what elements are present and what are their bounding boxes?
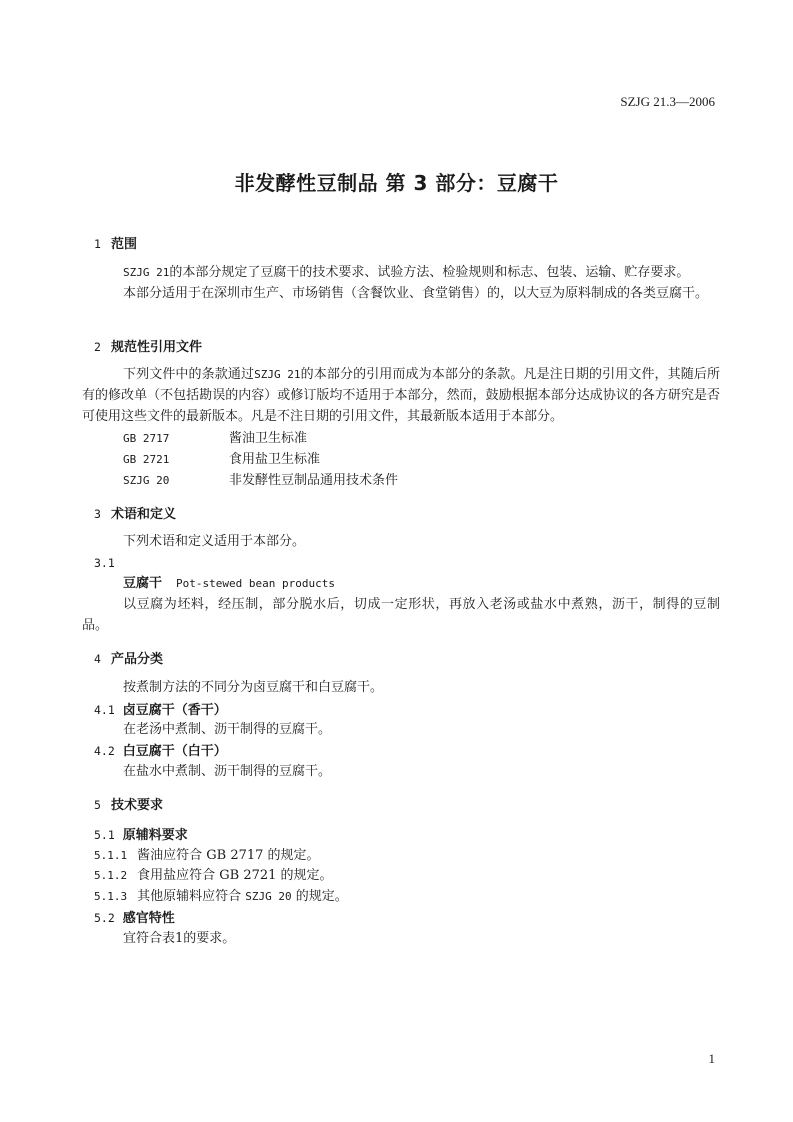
- section-number: 2: [94, 340, 101, 354]
- clause-number: 5.1.1: [94, 849, 128, 862]
- classification-intro: 按煮制方法的不同分为卤豆腐干和白豆腐干。: [123, 680, 384, 695]
- standard-code: SZJG 21: [254, 368, 301, 381]
- term-entry: [123, 573, 335, 594]
- subsection-heading: [94, 740, 227, 759]
- clause-text: 食用盐应符合 GB 2721 的规定。: [137, 868, 333, 883]
- section-title: 技术要求: [110, 798, 163, 813]
- page-number: 1: [708, 1051, 715, 1066]
- clause-number: 5.1.3: [94, 890, 128, 903]
- section-number: 1: [94, 237, 101, 251]
- subsection-number: 4.2: [94, 744, 115, 758]
- reference-item: [123, 470, 398, 491]
- reference-code: SZJG 20: [123, 474, 170, 487]
- section-heading-classification: [94, 648, 163, 667]
- section-title: 规范性引用文件: [110, 340, 202, 355]
- subsection-heading: [94, 824, 188, 843]
- term-name: 豆腐干: [123, 576, 163, 591]
- term-definition: [82, 594, 720, 636]
- subsection-text: 在盐水中煮制、沥干制得的豆腐干。: [123, 764, 332, 779]
- reference-title: 酱油卫生标准: [229, 431, 308, 446]
- subsection-title: 卤豆腐干（香干）: [122, 703, 227, 718]
- terms-intro: 下列术语和定义适用于本部分。: [123, 534, 306, 549]
- document-number: SZJG 21.3—2006: [620, 94, 715, 109]
- subsection-heading: [94, 699, 227, 718]
- subsection-text: 在老汤中煮制、沥干制得的豆腐干。: [123, 722, 332, 737]
- subsection-number: 5.2: [94, 911, 115, 925]
- section-title: 产品分类: [110, 652, 163, 667]
- scope-paragraph-2: [82, 283, 720, 304]
- clause-item: [94, 886, 348, 907]
- clause-number: 5.1.2: [94, 869, 128, 882]
- paragraph-text: 的本部分规定了豆腐干的技术要求、试验方法、检验规则和标志、包装、运输、贮存要求。: [169, 265, 690, 280]
- section-number: 4: [94, 652, 101, 666]
- paragraph-text: 的本部分的引用而成为本部分的条款。凡是注日期的引用文件，其随后所有的修改单（不包括勘误的内容）或修订版均不适用于本部分，然而，鼓励根据本部分达成协议的各方研究是否可使用这些文件的最新版本。凡是不注日期的引用文件，其最新版本适用于本部分。: [82, 367, 720, 424]
- clause-item: [94, 845, 320, 866]
- references-paragraph: [82, 364, 720, 427]
- subsection-number: 3.1: [94, 556, 115, 570]
- section-heading-technical-requirements: [94, 794, 163, 813]
- page-title: 非发酵性豆制品 第 3 部分：豆腐干: [234, 171, 559, 195]
- reference-code: GB 2717: [123, 432, 170, 445]
- reference-title: 非发酵性豆制品通用技术条件: [229, 473, 399, 488]
- standard-code: SZJG 20: [245, 890, 292, 903]
- clause-text: 其他原辅料应符合: [137, 889, 246, 904]
- clause-text: 酱油应符合 GB 2717 的规定。: [137, 848, 320, 863]
- section-number: 5: [94, 798, 101, 812]
- paragraph-text: 下列文件中的条款通过: [123, 367, 255, 382]
- paragraph-text: 本部分适用于在深圳市生产、市场销售（含餐饮业、食堂销售）的，以大豆为原料制成的各类豆腐干。: [123, 286, 709, 301]
- subsection-heading: [94, 907, 175, 926]
- subsection-number: 4.1: [94, 703, 115, 717]
- reference-item: [123, 449, 320, 470]
- paragraph-text: 以豆腐为坯料，经压制，部分脱水后，切成一定形状，再放入老汤或盐水中煮熟，沥干，制得的豆制品。: [82, 597, 720, 633]
- reference-code: GB 2721: [123, 453, 170, 466]
- section-heading-scope: [94, 233, 137, 252]
- term-english: Pot-stewed bean products: [176, 577, 335, 590]
- reference-title: 食用盐卫生标准: [229, 452, 321, 467]
- section-title: 术语和定义: [110, 507, 176, 522]
- subsection-title: 感官特性: [122, 911, 175, 926]
- clause-text: 的规定。: [291, 889, 348, 904]
- subsection-number: 5.1: [94, 828, 115, 842]
- section-heading-terms: [94, 503, 176, 522]
- section-number: 3: [94, 507, 101, 521]
- standard-code: SZJG 21: [123, 266, 170, 279]
- subsection-title: 原辅料要求: [122, 828, 188, 843]
- subsection-text: 宜符合表1的要求。: [123, 931, 236, 946]
- section-title: 范围: [110, 237, 137, 252]
- subsection-title: 白豆腐干（白干）: [122, 744, 227, 759]
- section-heading-normative-references: [94, 336, 202, 355]
- clause-item: [94, 865, 333, 886]
- reference-item: [123, 428, 307, 449]
- scope-paragraph-1: [82, 262, 720, 283]
